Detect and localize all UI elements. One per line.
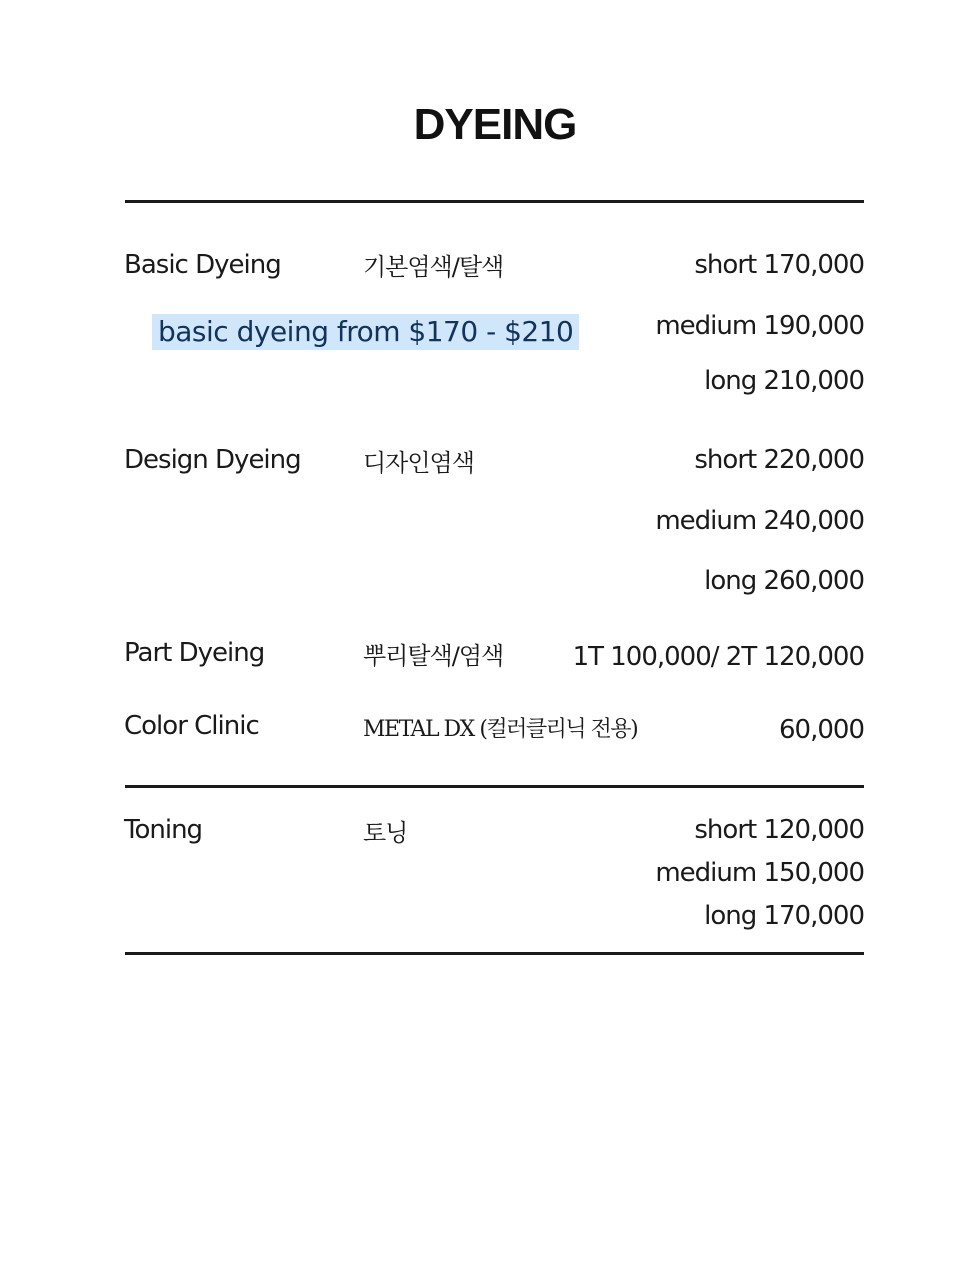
top-divider — [125, 200, 864, 203]
service-name-part-dyeing: Part Dyeing — [124, 638, 265, 668]
price-basic-medium: medium 190,000 — [655, 311, 864, 341]
price-design-medium: medium 240,000 — [655, 506, 864, 536]
service-korean-color-clinic: METAL DX (컬러클리닉 전용) — [363, 717, 638, 742]
highlight-annotation: basic dyeing from $170 - $210 — [152, 314, 579, 350]
service-name-basic-dyeing: Basic Dyeing — [124, 250, 281, 280]
price-design-short: short 220,000 — [694, 445, 864, 475]
price-toning-medium: medium 150,000 — [655, 858, 864, 888]
page-title: DYEING — [413, 100, 577, 149]
service-name-color-clinic: Color Clinic — [124, 711, 259, 741]
price-color-clinic: 60,000 — [779, 715, 864, 745]
service-name-toning: Toning — [124, 815, 203, 845]
service-korean-toning: 토닝 — [363, 819, 408, 847]
price-basic-short: short 170,000 — [694, 250, 864, 280]
price-basic-long: long 210,000 — [704, 366, 864, 396]
service-name-design-dyeing: Design Dyeing — [124, 445, 301, 475]
service-korean-basic-dyeing: 기본염색/탈색 — [363, 253, 504, 281]
price-toning-short: short 120,000 — [694, 815, 864, 845]
bottom-divider — [125, 952, 864, 955]
price-part-dyeing: 1T 100,000/ 2T 120,000 — [572, 642, 864, 672]
middle-divider — [125, 785, 864, 788]
service-korean-design-dyeing: 디자인염색 — [363, 449, 474, 477]
price-design-long: long 260,000 — [704, 566, 864, 596]
service-korean-part-dyeing: 뿌리탈색/염색 — [363, 642, 504, 670]
price-toning-long: long 170,000 — [704, 901, 864, 931]
